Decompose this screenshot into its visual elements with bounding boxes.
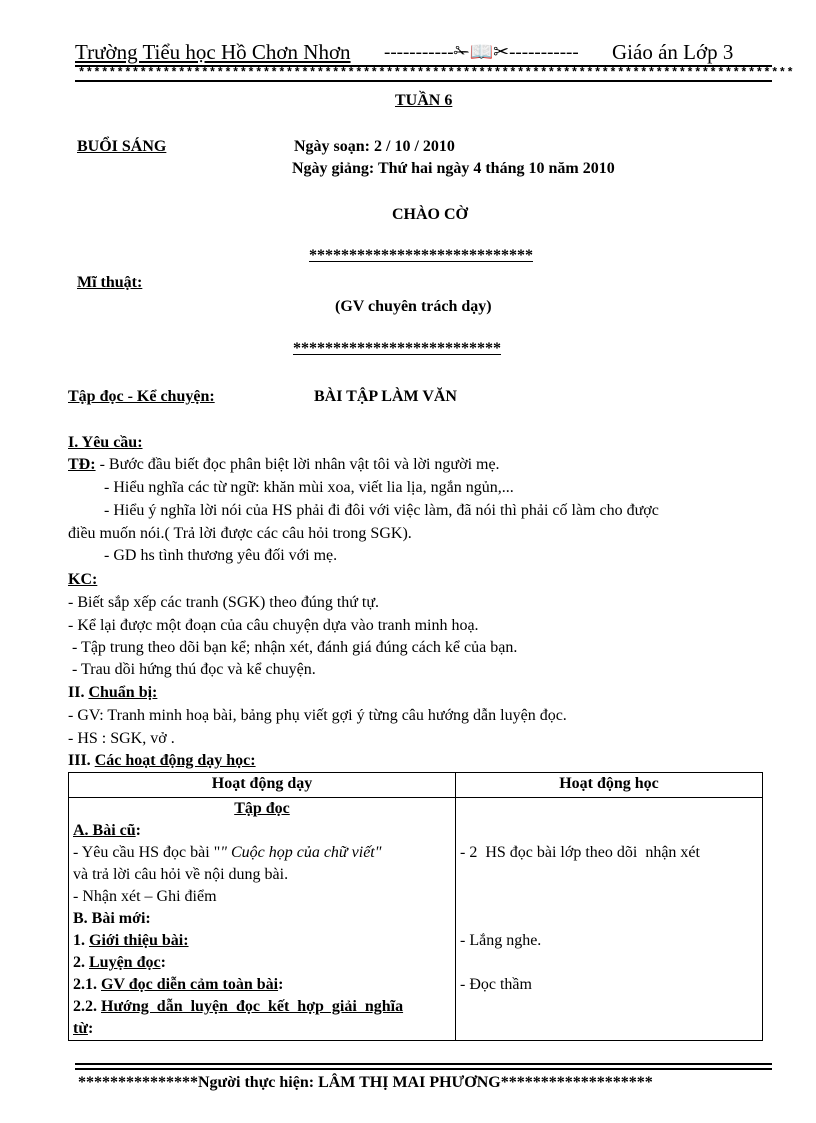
header-rule-bottom — [75, 80, 772, 82]
footer-rule-2 — [75, 1068, 772, 1070]
intro-step — [73, 930, 451, 952]
teach-cell — [69, 798, 456, 1041]
old-lesson-line-1 — [73, 842, 451, 864]
reading-step-text: Luyện đọc — [89, 954, 161, 971]
preparation-heading-text: Chuẩn bị: — [88, 684, 158, 701]
session-label: BUỔI SÁNG — [77, 138, 167, 155]
separator-stars-2: ************************** — [293, 340, 501, 357]
header-ornament — [384, 40, 579, 64]
td-line-1 — [68, 456, 500, 474]
footer-rule — [75, 1063, 772, 1065]
week-title: TUẦN 6 — [395, 92, 453, 109]
preparation-heading-num: II. — [68, 684, 89, 701]
reading-step-colon: : — [160, 954, 166, 971]
guided-read-step-text: Hướng dẫn luyện đọc kết hợp giải nghĩa — [101, 998, 404, 1015]
learn-demo-read: - Đọc thầm — [460, 976, 532, 993]
footer-stars-right: ******************* — [500, 1074, 653, 1091]
td-line-2: - Hiểu nghĩa các từ ngữ: khăn mùi xoa, viết lia lịa, ngắn ngủn,... — [104, 479, 514, 496]
kc-item: - Trau dồi hứng thú đọc và kể chuyện. — [68, 661, 316, 678]
td-line-3a: - Hiểu ý nghĩa lời nói của HS phải đi đôi với việc làm, đã nói thì phải cố làm cho được — [104, 502, 659, 519]
footer-stars-left: *************** — [78, 1074, 198, 1091]
learn-old-lesson: - 2 HS đọc bài lớp theo dõi nhận xét — [460, 844, 700, 861]
kc-item: - Biết sắp xếp các tranh (SGK) theo đúng thứ tự. — [68, 594, 380, 611]
old-lesson-line-2: và trả lời câu hỏi về nội dung bài. — [73, 866, 289, 883]
subject-title: Giáo án Lớp 3 — [612, 40, 734, 64]
demo-read-step-text: GV đọc diễn cảm toàn bài — [101, 976, 279, 993]
guided-read-step-cont — [73, 1018, 451, 1040]
preparation-heading — [68, 684, 157, 702]
kc-item: - Kể lại được một đoạn của câu chuyện dựa vào tranh minh hoạ. — [68, 617, 479, 634]
activities-heading-text: Các hoạt động dạy học: — [94, 752, 256, 769]
old-lesson-line-3: - Nhận xét – Ghi điểm — [73, 888, 217, 905]
td-line-1-text: - Bước đầu biết đọc phân biệt lời nhân vật tôi và lời người mẹ. — [95, 456, 500, 473]
col-learn-header: Hoạt động học — [456, 773, 763, 798]
art-label: Mĩ thuật: — [77, 274, 143, 291]
intro-step-text: Giới thiệu bài: — [89, 932, 189, 949]
learn-cell — [456, 798, 763, 1041]
td-label: TĐ: — [68, 456, 96, 473]
kc-item: - Tập trung theo dõi bạn kể; nhận xét, đánh giá đúng cách kể của bạn. — [68, 639, 518, 656]
table-body-row — [69, 798, 763, 1041]
new-lesson-heading — [73, 908, 451, 930]
demo-read-step-colon: : — [278, 976, 284, 993]
table-header-row — [69, 773, 763, 798]
header-stars: ********************************************************************************************* — [78, 66, 795, 80]
requirements-heading: I. Yêu cầu: — [68, 434, 143, 451]
learn-intro: - Lắng nghe. — [460, 932, 542, 949]
reading-title: BÀI TẬP LÀM VĂN — [314, 388, 457, 405]
td-line-3b: điều muốn nói.( Trả lời được các câu hỏi trong SGK). — [68, 525, 412, 542]
section-title: Tập đọc — [234, 800, 290, 817]
old-lesson-colon: : — [135, 822, 141, 839]
guided-read-step-text-cont: từ — [73, 1020, 88, 1037]
old-lesson-title: " Cuộc họp của chữ viết" — [220, 844, 382, 861]
guided-read-step-num: 2.2. — [73, 998, 101, 1015]
kc-label: KC: — [68, 571, 98, 588]
footer — [78, 1074, 653, 1092]
reading-step-num: 2. — [73, 954, 89, 971]
guided-read-step-colon: : — [87, 1020, 94, 1037]
dashes-right: ----------- — [509, 42, 579, 63]
activities-heading-num: III. — [68, 752, 95, 769]
reading-step — [73, 952, 451, 974]
scissors-book-icon: ✁📖✂ — [453, 42, 510, 63]
old-lesson-line-1-text: - Yêu cầu HS đọc bài " — [73, 844, 221, 861]
demo-read-step — [73, 974, 451, 996]
new-lesson-heading-text: B. Bài mới — [73, 910, 146, 927]
intro-step-num: 1. — [73, 932, 89, 949]
activities-heading — [68, 752, 256, 770]
col-teach-header: Hoạt động dạy — [69, 773, 456, 798]
prep-hs: - HS : SGK, vở . — [68, 730, 175, 747]
art-note: (GV chuyên trách dạy) — [335, 298, 492, 315]
separator-stars-1: **************************** — [309, 247, 533, 264]
reading-label: Tập đọc - Kể chuyện: — [68, 388, 215, 405]
activities-table — [68, 772, 763, 1041]
flag-salute: CHÀO CỜ — [392, 206, 468, 223]
footer-author: Người thực hiện: LÂM THỊ MAI PHƯƠNG — [198, 1074, 501, 1091]
prep-gv: - GV: Tranh minh hoạ bài, bảng phụ viết gợi ý từng câu hướng dẫn luyện đọc. — [68, 707, 567, 724]
dashes-left: ----------- — [384, 42, 454, 63]
guided-read-step — [73, 996, 451, 1018]
demo-read-step-num: 2.1. — [73, 976, 101, 993]
td-line-4: - GD hs tình thương yêu đối với mẹ. — [104, 547, 338, 564]
new-lesson-colon: : — [145, 910, 151, 927]
teach-date: Ngày giảng: Thứ hai ngày 4 tháng 10 năm 2010 — [292, 160, 615, 177]
prep-date: Ngày soạn: 2 / 10 / 2010 — [294, 138, 455, 155]
school-name: Trường Tiểu học Hồ Chơn Nhơn — [75, 40, 351, 64]
old-lesson-heading-text: A. Bài cũ — [73, 822, 136, 839]
old-lesson-heading — [73, 820, 451, 842]
